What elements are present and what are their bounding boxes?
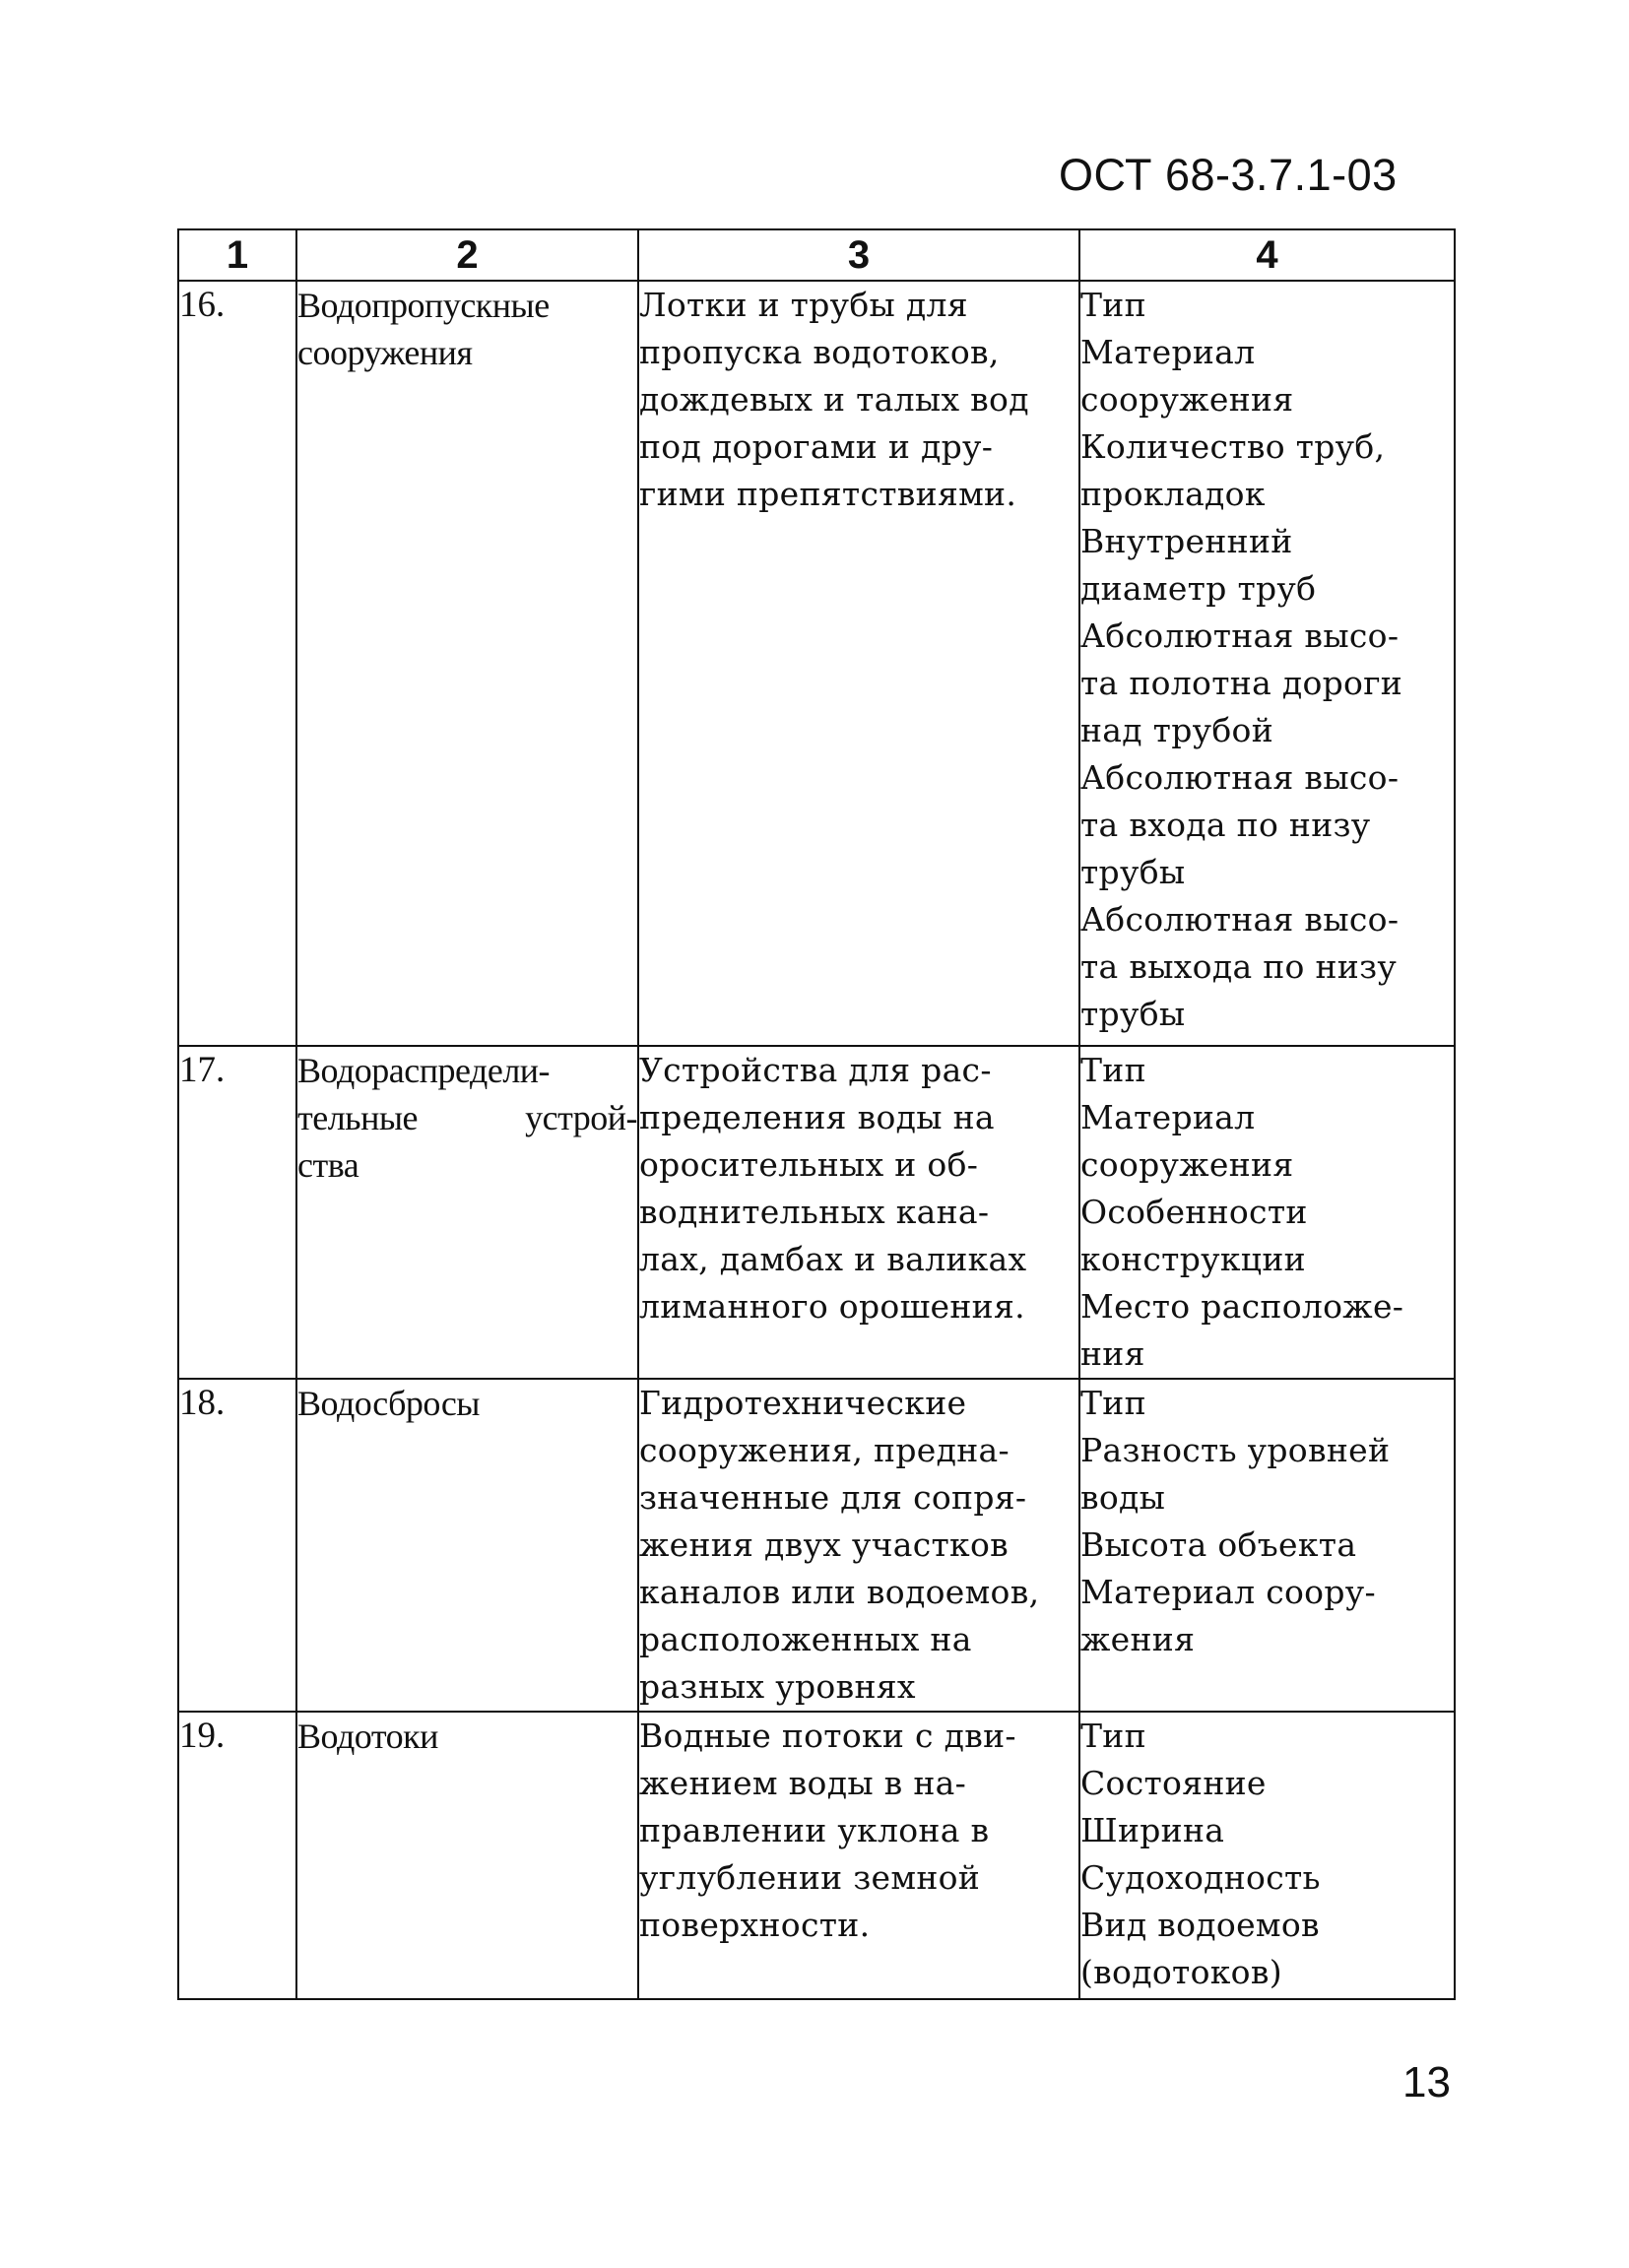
description-line: Устройства для рас- xyxy=(639,1051,992,1089)
description-line: сооружения, предна- xyxy=(639,1431,1010,1469)
attribute-line: конструкции xyxy=(1080,1240,1306,1278)
attribute-line: Материал xyxy=(1080,1098,1256,1136)
attribute-line: Судоходность xyxy=(1080,1858,1321,1897)
description-line: гими препятствиями. xyxy=(639,475,1017,513)
attribute-line: Материал соору- xyxy=(1080,1573,1376,1611)
object-description xyxy=(638,1379,1079,1712)
object-attributes xyxy=(1079,281,1455,1046)
attribute-line: трубы xyxy=(1080,995,1186,1033)
attribute-line: та полотна дороги xyxy=(1080,664,1403,702)
description-line: расположенных на xyxy=(639,1620,972,1658)
name-line: Водопропускные xyxy=(297,286,550,325)
attribute-line: Вид водоемов xyxy=(1080,1906,1320,1944)
attribute-line: над трубой xyxy=(1080,711,1274,749)
description-line: пропуска водотоков, xyxy=(639,333,1000,371)
attribute-line: та выхода по низу xyxy=(1080,947,1398,986)
attribute-line: сооружения xyxy=(1080,380,1294,419)
attribute-line: Особенности xyxy=(1080,1193,1308,1231)
attribute-line: Тип xyxy=(1080,1051,1146,1089)
description-line: пределения воды на xyxy=(639,1098,995,1136)
table-row xyxy=(178,281,1455,1046)
attribute-line: (водотоков) xyxy=(1080,1953,1282,1991)
description-line: оросительных и об- xyxy=(639,1145,979,1184)
column-header-3: 3 xyxy=(638,229,1079,281)
attribute-line: сооружения xyxy=(1080,1145,1294,1184)
attribute-line: Внутренний xyxy=(1080,522,1293,560)
attribute-line: Абсолютная высо- xyxy=(1080,758,1400,797)
object-attributes xyxy=(1079,1379,1455,1712)
description-line: воднительных кана- xyxy=(639,1193,990,1231)
objects-table xyxy=(177,228,1456,2000)
attribute-line: Высота объекта xyxy=(1080,1525,1357,1564)
object-name xyxy=(296,281,638,1046)
description-line: лах, дамбах и валиках xyxy=(639,1240,1027,1278)
attribute-line: Разность уровней xyxy=(1080,1431,1391,1469)
object-attributes xyxy=(1079,1046,1455,1379)
attribute-line: Ширина xyxy=(1080,1811,1225,1849)
description-line: разных уровнях xyxy=(639,1667,916,1706)
row-number: 17. xyxy=(178,1046,296,1379)
document-code: ОСТ 68-3.7.1-03 xyxy=(1059,150,1398,200)
object-description xyxy=(638,1712,1079,1999)
attribute-line: Материал xyxy=(1080,333,1256,371)
attribute-line: Тип xyxy=(1080,1717,1146,1755)
column-header-4: 4 xyxy=(1079,229,1455,281)
object-description xyxy=(638,1046,1079,1379)
object-description xyxy=(638,281,1079,1046)
attribute-line: та входа по низу xyxy=(1080,806,1371,844)
attribute-line: Абсолютная высо- xyxy=(1080,900,1400,939)
attribute-line: Тип xyxy=(1080,286,1146,324)
name-line: сооружения xyxy=(297,333,473,372)
description-line: значенные для сопря- xyxy=(639,1478,1027,1517)
attribute-line: ния xyxy=(1080,1334,1145,1373)
object-name xyxy=(296,1046,638,1379)
name-word: тельные xyxy=(297,1098,419,1137)
column-header-2: 2 xyxy=(296,229,638,281)
object-name xyxy=(296,1379,638,1712)
name-line: Водосбросы xyxy=(297,1384,480,1423)
attribute-line: Состояние xyxy=(1080,1764,1267,1802)
description-line: углублении земной xyxy=(639,1858,981,1897)
name-line xyxy=(297,1094,637,1141)
attribute-line: трубы xyxy=(1080,853,1186,891)
attribute-line: прокладок xyxy=(1080,475,1266,513)
description-line: Лотки и трубы для xyxy=(639,286,968,324)
description-line: жением воды в на- xyxy=(639,1764,967,1802)
description-line: Гидротехнические xyxy=(639,1384,967,1422)
attribute-line: диаметр труб xyxy=(1080,569,1317,608)
description-line: жения двух участков xyxy=(639,1525,1010,1564)
row-number: 19. xyxy=(178,1712,296,1999)
name-line: Водотоки xyxy=(297,1717,438,1756)
name-line: Водораспредели- xyxy=(297,1051,551,1090)
table-row xyxy=(178,1712,1455,1999)
description-line: Водные потоки с дви- xyxy=(639,1717,1016,1755)
attribute-line: воды xyxy=(1080,1478,1166,1517)
attribute-line: Абсолютная высо- xyxy=(1080,616,1400,655)
table-row xyxy=(178,1046,1455,1379)
object-name xyxy=(296,1712,638,1999)
name-line: ства xyxy=(297,1145,359,1185)
row-number: 16. xyxy=(178,281,296,1046)
attribute-line: Количество труб, xyxy=(1080,427,1386,466)
page-number: 13 xyxy=(1402,2058,1451,2106)
description-line: под дорогами и дру- xyxy=(639,427,994,466)
description-line: лиманного орошения. xyxy=(639,1287,1025,1326)
attribute-line: жения xyxy=(1080,1620,1196,1658)
description-line: правлении уклона в xyxy=(639,1811,990,1849)
attribute-line: Место расположе- xyxy=(1080,1287,1404,1326)
table-header-row xyxy=(178,229,1455,281)
description-line: дождевых и талых вод xyxy=(639,380,1029,419)
description-line: каналов или водоемов, xyxy=(639,1573,1040,1611)
name-word: устрой- xyxy=(525,1098,637,1137)
attribute-line: Тип xyxy=(1080,1384,1146,1422)
object-attributes xyxy=(1079,1712,1455,1999)
row-number: 18. xyxy=(178,1379,296,1712)
column-header-1: 1 xyxy=(178,229,296,281)
description-line: поверхности. xyxy=(639,1906,871,1944)
table-row xyxy=(178,1379,1455,1712)
